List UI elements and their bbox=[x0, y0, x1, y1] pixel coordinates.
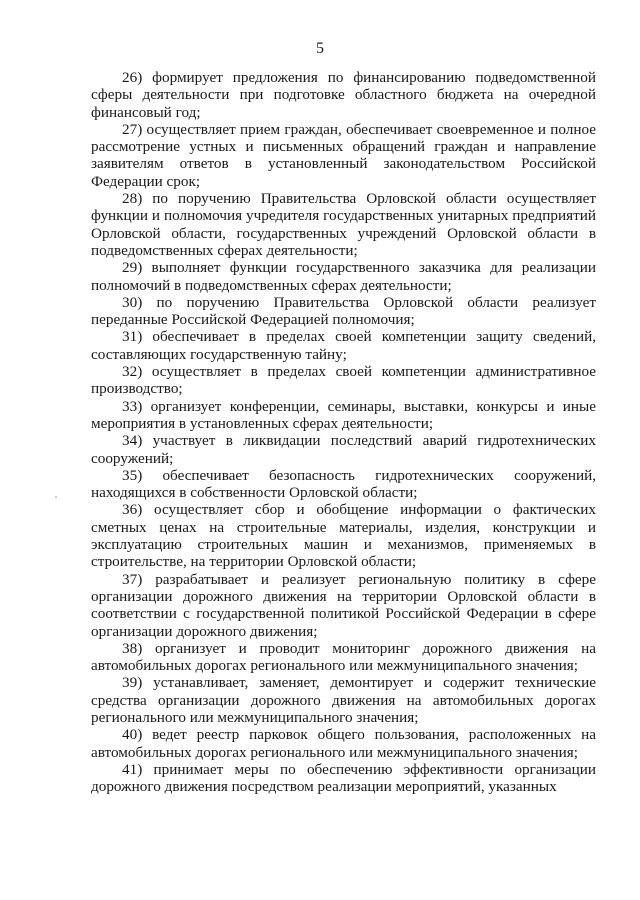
list-item: 35) обеспечивает безопасность гидротехнических сооружений, находящихся в собственности Орловской области; bbox=[91, 466, 596, 502]
list-item: 32) осуществляет в пределах своей компетенции административное производство; bbox=[91, 363, 596, 398]
list-item: 31) обеспечивает в пределах своей компетенции защиту сведений, составляющих государственную тайну; bbox=[91, 328, 596, 363]
list-item: 41) принимает меры по обеспечению эффективности организации дорожного движения посредством реализации мероприятий, указанных bbox=[91, 760, 596, 796]
list-item: 39) устанавливает, заменяет, демонтирует и содержит технические средства организации дорожного движения на автомобильных дорогах регионального или межмуниципального значения; bbox=[91, 674, 596, 726]
list-item: 34) участвует в ликвидации последствий аварий гидротехнических сооружений; bbox=[91, 432, 596, 467]
list-item: 38) организует и проводит мониторинг дорожного движения на автомобильных дорогах регионального или межмуниципального значения; bbox=[91, 639, 596, 675]
scan-speck bbox=[55, 496, 57, 498]
list-item: 28) по поручению Правительства Орловской области осуществляет функции и полномочия учредителя государственных унитарных предприятий Орловской области, государственных учреждений Орловской области в подведомственных сферах деятельности; bbox=[91, 190, 596, 259]
list-item: 29) выполняет функции государственного заказчика для реализации полномочий в подведомственных сферах деятельности; bbox=[91, 259, 596, 294]
list-item: 30) по поручению Правительства Орловской области реализует переданные Российской Федерацией полномочия; bbox=[91, 293, 596, 329]
list-item: 27) осуществляет прием граждан, обеспечивает своевременное и полное рассмотрение устных и письменных обращений граждан и направление заявителям ответов в установленный законодательством Российской Федерации срок; bbox=[91, 120, 596, 190]
page-number: 5 bbox=[316, 40, 324, 57]
list-item: 40) ведет реестр парковок общего пользования, расположенных на автомобильных дорогах регионального или межмуниципального значения; bbox=[91, 726, 596, 761]
list-item: 36) осуществляет сбор и обобщение информации о фактических сметных ценах на строительные материалы, изделия, конструкции и эксплуатацию строительных машин и механизмов, применяемых в строительстве, на территории Орловской области; bbox=[91, 501, 596, 571]
document-body bbox=[91, 69, 596, 795]
list-item: 33) организует конференции, семинары, выставки, конкурсы и иные мероприятия в установленных сферах деятельности; bbox=[91, 397, 596, 432]
list-item: 26) формирует предложения по финансированию подведомственной сферы деятельности при подготовке областного бюджета на очередной финансовый год; bbox=[91, 69, 596, 121]
list-item: 37) разрабатывает и реализует региональную политику в сфере организации дорожного движения на территории Орловской области в соответствии с государственной политикой Российской Федерации в сфере организации дорожного движения; bbox=[91, 570, 596, 640]
